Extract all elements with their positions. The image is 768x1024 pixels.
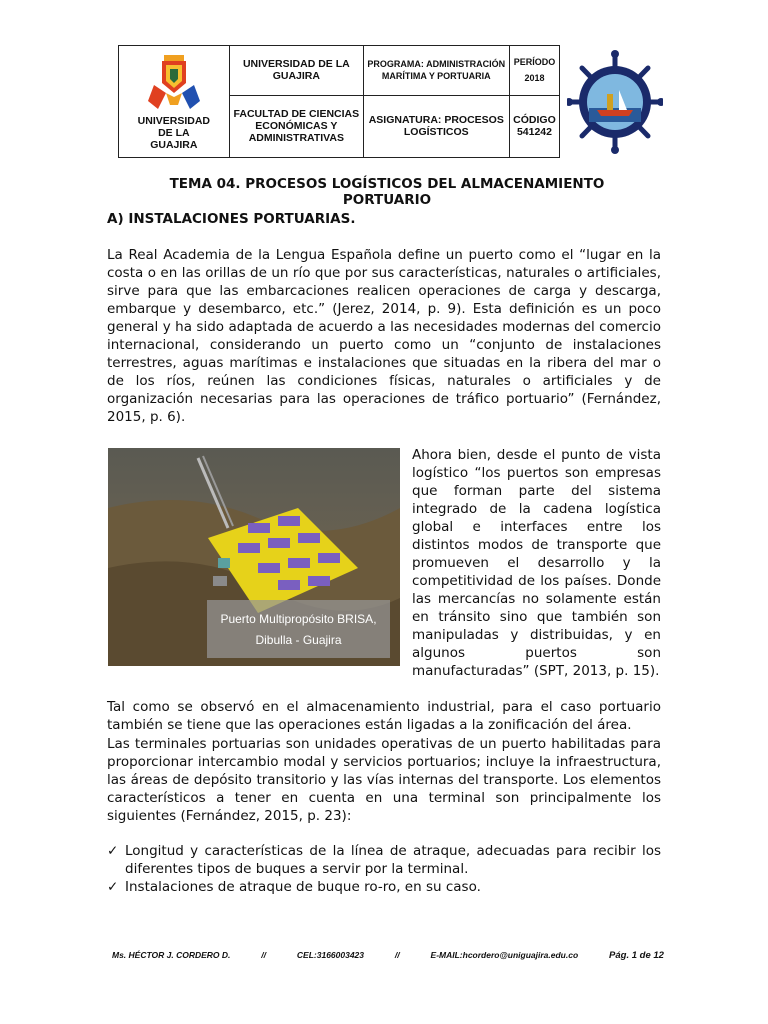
university-logo-icon: [144, 53, 204, 111]
period-label: PERÍODO: [513, 57, 556, 68]
document-title: TEMA 04. PROCESOS LOGÍSTICOS DEL ALMACENAMIENTO PORTUARIO: [169, 176, 605, 208]
bullet-text-2: Instalaciones de atraque de buque ro-ro, en su caso.: [125, 879, 481, 895]
code-cell: [509, 95, 560, 157]
paragraph-4: Las terminales portuarias son unidades operativas de un puerto habilitadas para proporcionar intercambio modal y servicios portuarios; incluye la infraestructura, las áreas de depósito transitorio y las vías internas del transporte. Los elementos característicos a tener en cuenta en una terminal son principalmente los siguientes (Fernández, 2015, p. 23):: [107, 736, 661, 824]
image-caption: [207, 609, 390, 651]
section-heading: A) INSTALACIONES PORTUARIAS.: [107, 211, 356, 227]
footer-email: E-MAIL:hcordero@uniguajira.edu.co: [430, 950, 579, 960]
paragraph-3: Tal como se observó en el almacenamiento industrial, para el caso portuario también se tiene que las operaciones están ligadas a la zonificación del área.: [107, 699, 661, 733]
paragraph-1: La Real Academia de la Lengua Española define un puerto como el “lugar en la costa o en las orillas de un río que por sus características, naturales o artificiales, sirve para que las embarcaciones realicen operaciones de carga y descarga, embarque y desembarco, etc.” (Jerez, 2014, p. 9). Esta definición es un poco general y ha sido adaptada de acuerdo a las necesidades modernas del comercio internacional, considerando un puerto como un “conjunto de instalaciones terrestres, aguas marítimas e instalaciones que situadas en la ribera del mar o de los ríos, reúnen las condiciones físicas, naturales o artificiales y de organización necesarias para las operaciones de tráfico portuario” (Fernández, 2015, p. 6).: [107, 247, 661, 425]
list-item: [107, 842, 661, 878]
code-label: CÓDIGO: [513, 114, 556, 127]
subject-cell: ASIGNATURA: PROCESOS LOGÍSTICOS: [363, 95, 509, 157]
footer-page-number: Pág. 1 de 12: [609, 950, 664, 961]
faculty-cell: FACULTAD DE CIENCIAS ECONÓMICAS Y ADMINISTRATIVAS: [229, 95, 363, 157]
university-logo-text: UNIVERSIDAD DE LA GUAJIRA: [137, 114, 211, 151]
code-value: 541242: [516, 126, 552, 139]
footer-author: Ms. HÉCTOR J. CORDERO D.: [112, 950, 231, 960]
checkmark-icon: ✓: [107, 843, 119, 859]
university-name-cell: UNIVERSIDAD DE LA GUAJIRA: [229, 46, 363, 96]
bullet-list: [107, 842, 661, 896]
footer-phone: CEL:3166003423: [296, 950, 365, 960]
checkmark-icon: ✓: [107, 879, 119, 895]
bullet-text-1: Longitud y características de la línea de atraque, adecuadas para recibir los diferentes tipos de buques a servir por la terminal.: [125, 843, 661, 877]
image-caption-line-2: Dibulla - Guajira: [255, 633, 342, 647]
program-cell: PROGRAMA: ADMINISTRACIÓN MARÍTIMA Y PORTUARIA: [363, 46, 509, 96]
footer-separator-1: //: [261, 950, 267, 960]
image-caption-line-1: Puerto Multipropósito BRISA,: [220, 612, 377, 626]
footer-separator-2: //: [394, 950, 400, 960]
list-item: [107, 878, 661, 896]
period-cell: [509, 46, 560, 96]
paragraph-2: Ahora bien, desde el punto de vista logístico “los puertos son empresas que forman parte del sistema integrado de la cadena logística global e interfaces entre los distintos modos de transporte que promueven el desarrollo y la competitividad de los países. Donde las mercancías no solamente están en tránsito sino que también son manipuladas y distribuidas, y en algunos puertos son manufacturadas” (SPT, 2013, p. 15).: [412, 447, 661, 679]
page-footer: [112, 950, 664, 961]
university-logo-cell: [119, 46, 230, 158]
ship-wheel-logo-icon: [567, 50, 663, 154]
period-value: 2018: [524, 73, 545, 84]
